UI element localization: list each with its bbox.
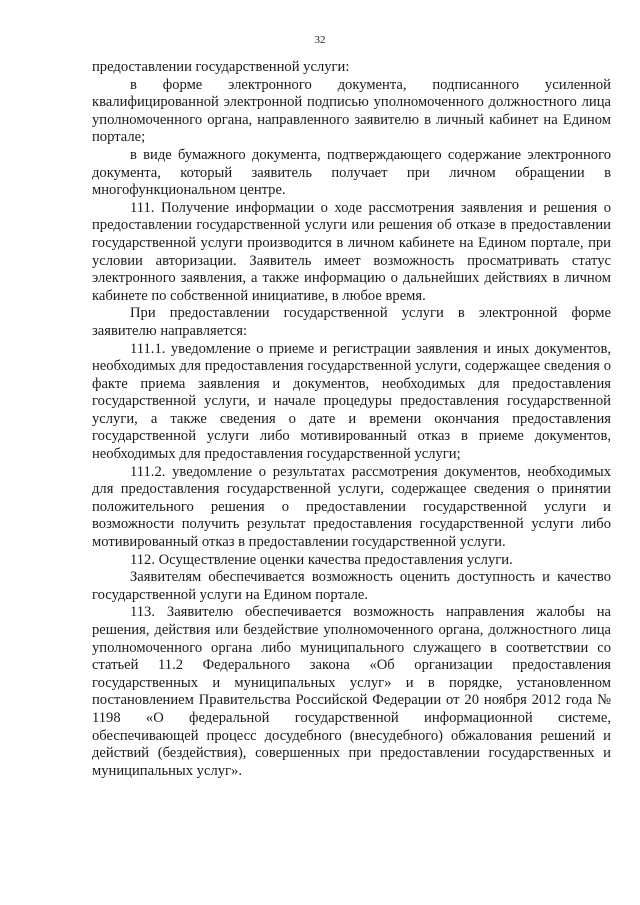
paragraph-111-1: 111.1. уведомление о приеме и регистрации заявления и иных документов, необходимых для предоставления государственной услуги, содержащее сведения о факте приема заявления и документов, необходимых для предоставления государственной услуги, и начале процедуры предоставления государственной услуги, а также сведения о дате и времени окончания предоставления государственной услуги либо мотивированный отказ в приеме документов, необходимых для предоставления государственной услуги; xyxy=(92,340,611,463)
paragraph-paper-document: в виде бумажного документа, подтверждающего содержание электронного документа, который заявитель получает при личном обращении в многофункциональном центре. xyxy=(92,146,611,199)
paragraph-electronic-form-notice: При предоставлении государственной услуги в электронной форме заявителю направляется: xyxy=(92,305,611,339)
paragraph-electronic-document: в форме электронного документа, подписанного усиленной квалифицированной электронной подписью уполномоченного должностного лица уполномоченного органа, направленного заявителю в личный кабинет на Едином портале; xyxy=(92,76,611,146)
page-number: 32 xyxy=(314,34,326,46)
paragraph-113: 113. Заявителю обеспечивается возможность направления жалобы на решения, действия или бездействие уполномоченного органа, должностного лица уполномоченного органа либо муниципального служащего в соответствии со статьей 11.2 Федерального закона «Об организации предоставления государственных и муниципальных услуг» и в порядке, установленном постановлением Правительства Российской Федерации от 20 ноября 2012 года № 1198 «О федеральной государственной информационной системе, обеспечивающей процесс досудебного (внесудебного) обжалования решений и действий (бездействия), совершенных при предоставлении государственных и муниципальных услуг». xyxy=(92,604,611,779)
paragraph-111: 111. Получение информации о ходе рассмотрения заявления и решения о предоставлении государственной услуги или решения об отказе в предоставлении государственной услуги производится в личном кабинете на Едином портале, при условии авторизации. Заявитель имеет возможность просматривать статус электронного заявления, а также информацию о дальнейших действиях в личном кабинете по собственной инициативе, в любое время. xyxy=(92,199,611,304)
paragraph-quality-assessment: Заявителям обеспечивается возможность оценить доступность и качество государственной услуги на Едином портале. xyxy=(92,569,611,603)
paragraph-111-2: 111.2. уведомление о результатах рассмотрения документов, необходимых для предоставления государственной услуги, содержащее сведения о принятии положительного решения о предоставлении государственной услуги и возможности получить результат предоставления государственной услуги либо мотивированный отказ в предоставлении государственной услуги. xyxy=(92,463,611,551)
document-body xyxy=(92,59,611,780)
paragraph-112: 112. Осуществление оценки качества предоставления услуги. xyxy=(130,551,513,568)
paragraph-intro-continuation: предоставлении государственной услуги: xyxy=(92,59,350,75)
